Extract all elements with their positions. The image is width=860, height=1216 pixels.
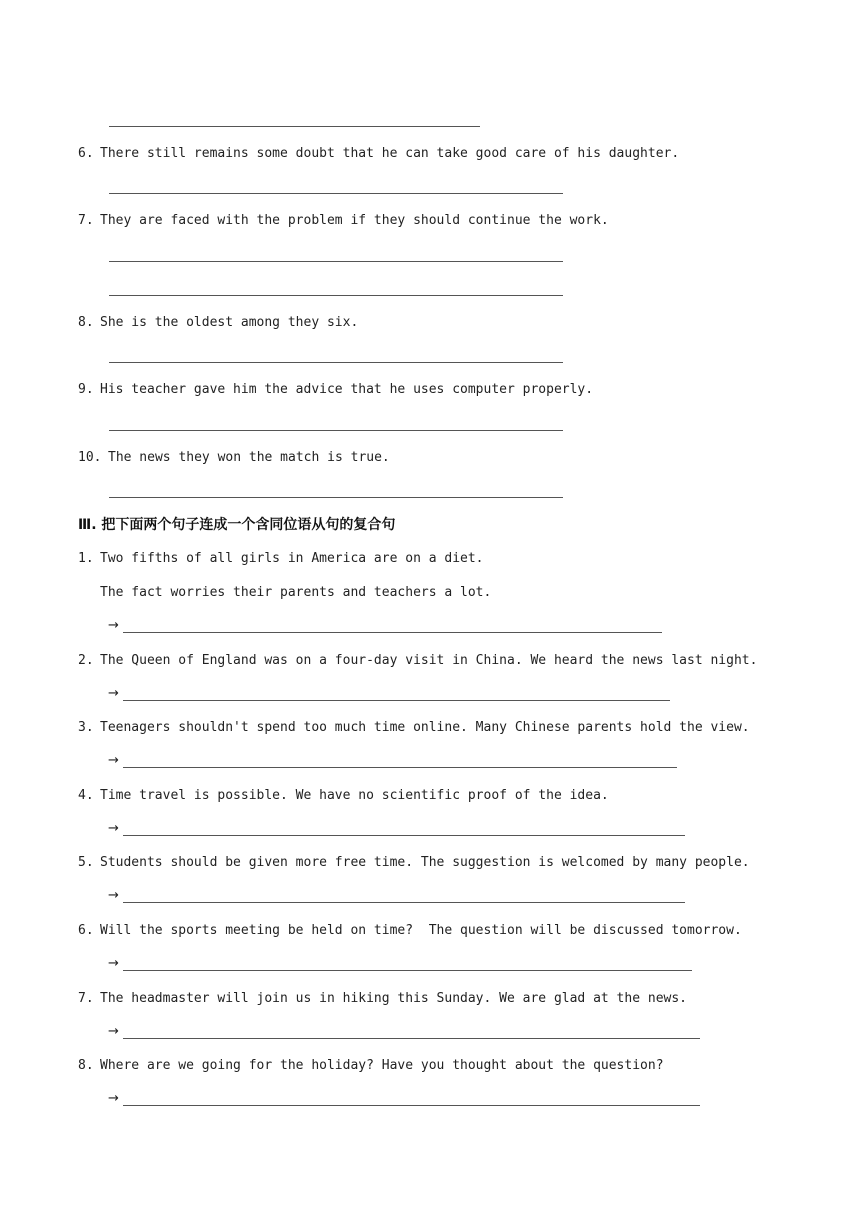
- question-text: Time travel is possible. We have no scientific proof of the idea.: [100, 788, 609, 803]
- question-text: The headmaster will join us in hiking this Sunday. We are glad at the news.: [100, 991, 687, 1006]
- question-num: 6.: [78, 146, 94, 161]
- question-num: 8.: [78, 315, 94, 330]
- question-num: 6.: [78, 923, 94, 938]
- answer-line: [123, 970, 692, 971]
- arrow-icon: →: [108, 888, 119, 903]
- question-text: There still remains some doubt that he can take good care of his daughter.: [100, 146, 680, 161]
- answer-line: [123, 767, 677, 768]
- question-num: 1.: [78, 551, 94, 566]
- arrow-icon: →: [108, 1091, 119, 1106]
- question-num: 4.: [78, 788, 94, 803]
- answer-line: [123, 1038, 700, 1039]
- answer-line: [123, 700, 670, 701]
- arrow-icon: →: [108, 686, 119, 701]
- answer-line: [109, 430, 563, 431]
- answer-line: [109, 497, 563, 498]
- question-text: The Queen of England was on a four-day visit in China. We heard the news last night.: [100, 653, 758, 668]
- answer-line: [109, 261, 563, 262]
- question-num: 9.: [78, 382, 94, 397]
- answer-line: [109, 193, 563, 194]
- question-text: Students should be given more free time. The suggestion is welcomed by many people.: [100, 855, 750, 870]
- question-text: His teacher gave him the advice that he uses computer properly.: [100, 382, 594, 397]
- arrow-icon: →: [108, 1024, 119, 1039]
- arrow-icon: →: [108, 821, 119, 836]
- question-text: Teenagers shouldn't spend too much time online. Many Chinese parents hold the view.: [100, 720, 750, 735]
- question-num: 3.: [78, 720, 94, 735]
- question-text-line-2: The fact worries their parents and teachers a lot.: [100, 585, 492, 600]
- question-num: 5.: [78, 855, 94, 870]
- question-text: They are faced with the problem if they should continue the work.: [100, 213, 609, 228]
- question-text: The news they won the match is true.: [108, 450, 390, 465]
- answer-line: [123, 632, 662, 633]
- question-text: She is the oldest among they six.: [100, 315, 359, 330]
- answer-line: [123, 835, 685, 836]
- arrow-icon: →: [108, 753, 119, 768]
- answer-line: [109, 362, 563, 363]
- answer-line: [123, 1105, 700, 1106]
- question-num: 8.: [78, 1058, 94, 1073]
- question-num: 7.: [78, 991, 94, 1006]
- question-num: 2.: [78, 653, 94, 668]
- arrow-icon: →: [108, 956, 119, 971]
- question-text: Will the sports meeting be held on time? The question will be discussed tomorrow.: [100, 923, 742, 938]
- section-3-heading: Ⅲ. 把下面两个句子连成一个含同位语从句的复合句: [78, 517, 396, 533]
- answer-line: [109, 126, 480, 127]
- answer-line: [123, 902, 685, 903]
- question-text: Where are we going for the holiday? Have you thought about the question?: [100, 1058, 664, 1073]
- question-text: Two fifths of all girls in America are on a diet.: [100, 551, 484, 566]
- answer-line: [109, 295, 563, 296]
- arrow-icon: →: [108, 618, 119, 633]
- question-num: 10.: [78, 450, 102, 465]
- question-num: 7.: [78, 213, 94, 228]
